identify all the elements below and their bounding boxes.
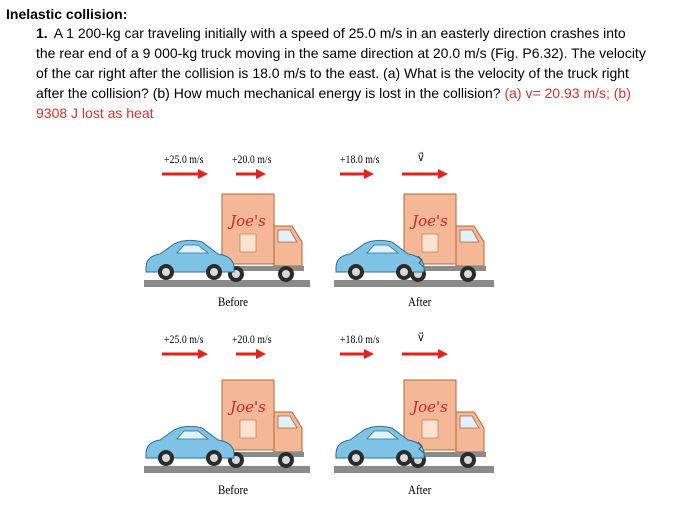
problem-text (36, 23, 646, 123)
car-speed-before-label: +25.0 m/s (164, 332, 204, 346)
figure-top (140, 148, 500, 308)
car (146, 240, 234, 280)
section-heading: Inelastic collision: (6, 6, 128, 22)
figure-bottom (140, 328, 500, 498)
velocity-arrow (236, 349, 266, 359)
before-caption: Before (218, 294, 249, 309)
truck-logo: Joe's (230, 212, 266, 230)
velocity-arrow (402, 349, 448, 359)
after-caption: After (408, 482, 432, 497)
velocity-arrow (162, 349, 208, 359)
problem-number: 1. (36, 25, 48, 41)
before-caption: Before (218, 482, 249, 497)
collision-illustration (140, 148, 500, 318)
velocity-arrow (340, 349, 374, 359)
car-speed-before-label: +25.0 m/s (164, 152, 204, 166)
truck-speed-before-label: +20.0 m/s (232, 152, 272, 166)
truck-velocity-after-label: v⃗ (418, 330, 424, 344)
after-caption: After (408, 294, 432, 309)
car-speed-after-label: +18.0 m/s (340, 332, 380, 346)
velocity-arrow (236, 169, 266, 179)
velocity-arrow (340, 169, 374, 179)
truck-velocity-after-label: v⃗ (418, 150, 424, 164)
truck-logo: Joe's (412, 212, 448, 230)
answer-text: (a) v= 20.93 m/s; (b) 9308 J lost as heat (36, 85, 631, 121)
car (146, 426, 234, 466)
truck-logo: Joe's (412, 398, 448, 416)
car-speed-after-label: +18.0 m/s (340, 152, 380, 166)
collision-illustration (140, 328, 500, 498)
velocity-arrow (162, 169, 208, 179)
truck-logo: Joe's (230, 398, 266, 416)
velocity-arrow (402, 169, 448, 179)
problem-statement: A 1 200-kg car traveling initially with a speed of 25.0 m/s in an easterly direction crashes into the rear end of a 9 000-kg truck moving in the same direction at 20.0 m/s (Fig. P6.32). The velocity of the car right after the collision is 18.0 m/s to the east. (a) What is the velocity of the truck right after the collision? (b) How much mechanical energy is lost in the collision? (36, 25, 646, 101)
truck-speed-before-label: +20.0 m/s (232, 332, 272, 346)
